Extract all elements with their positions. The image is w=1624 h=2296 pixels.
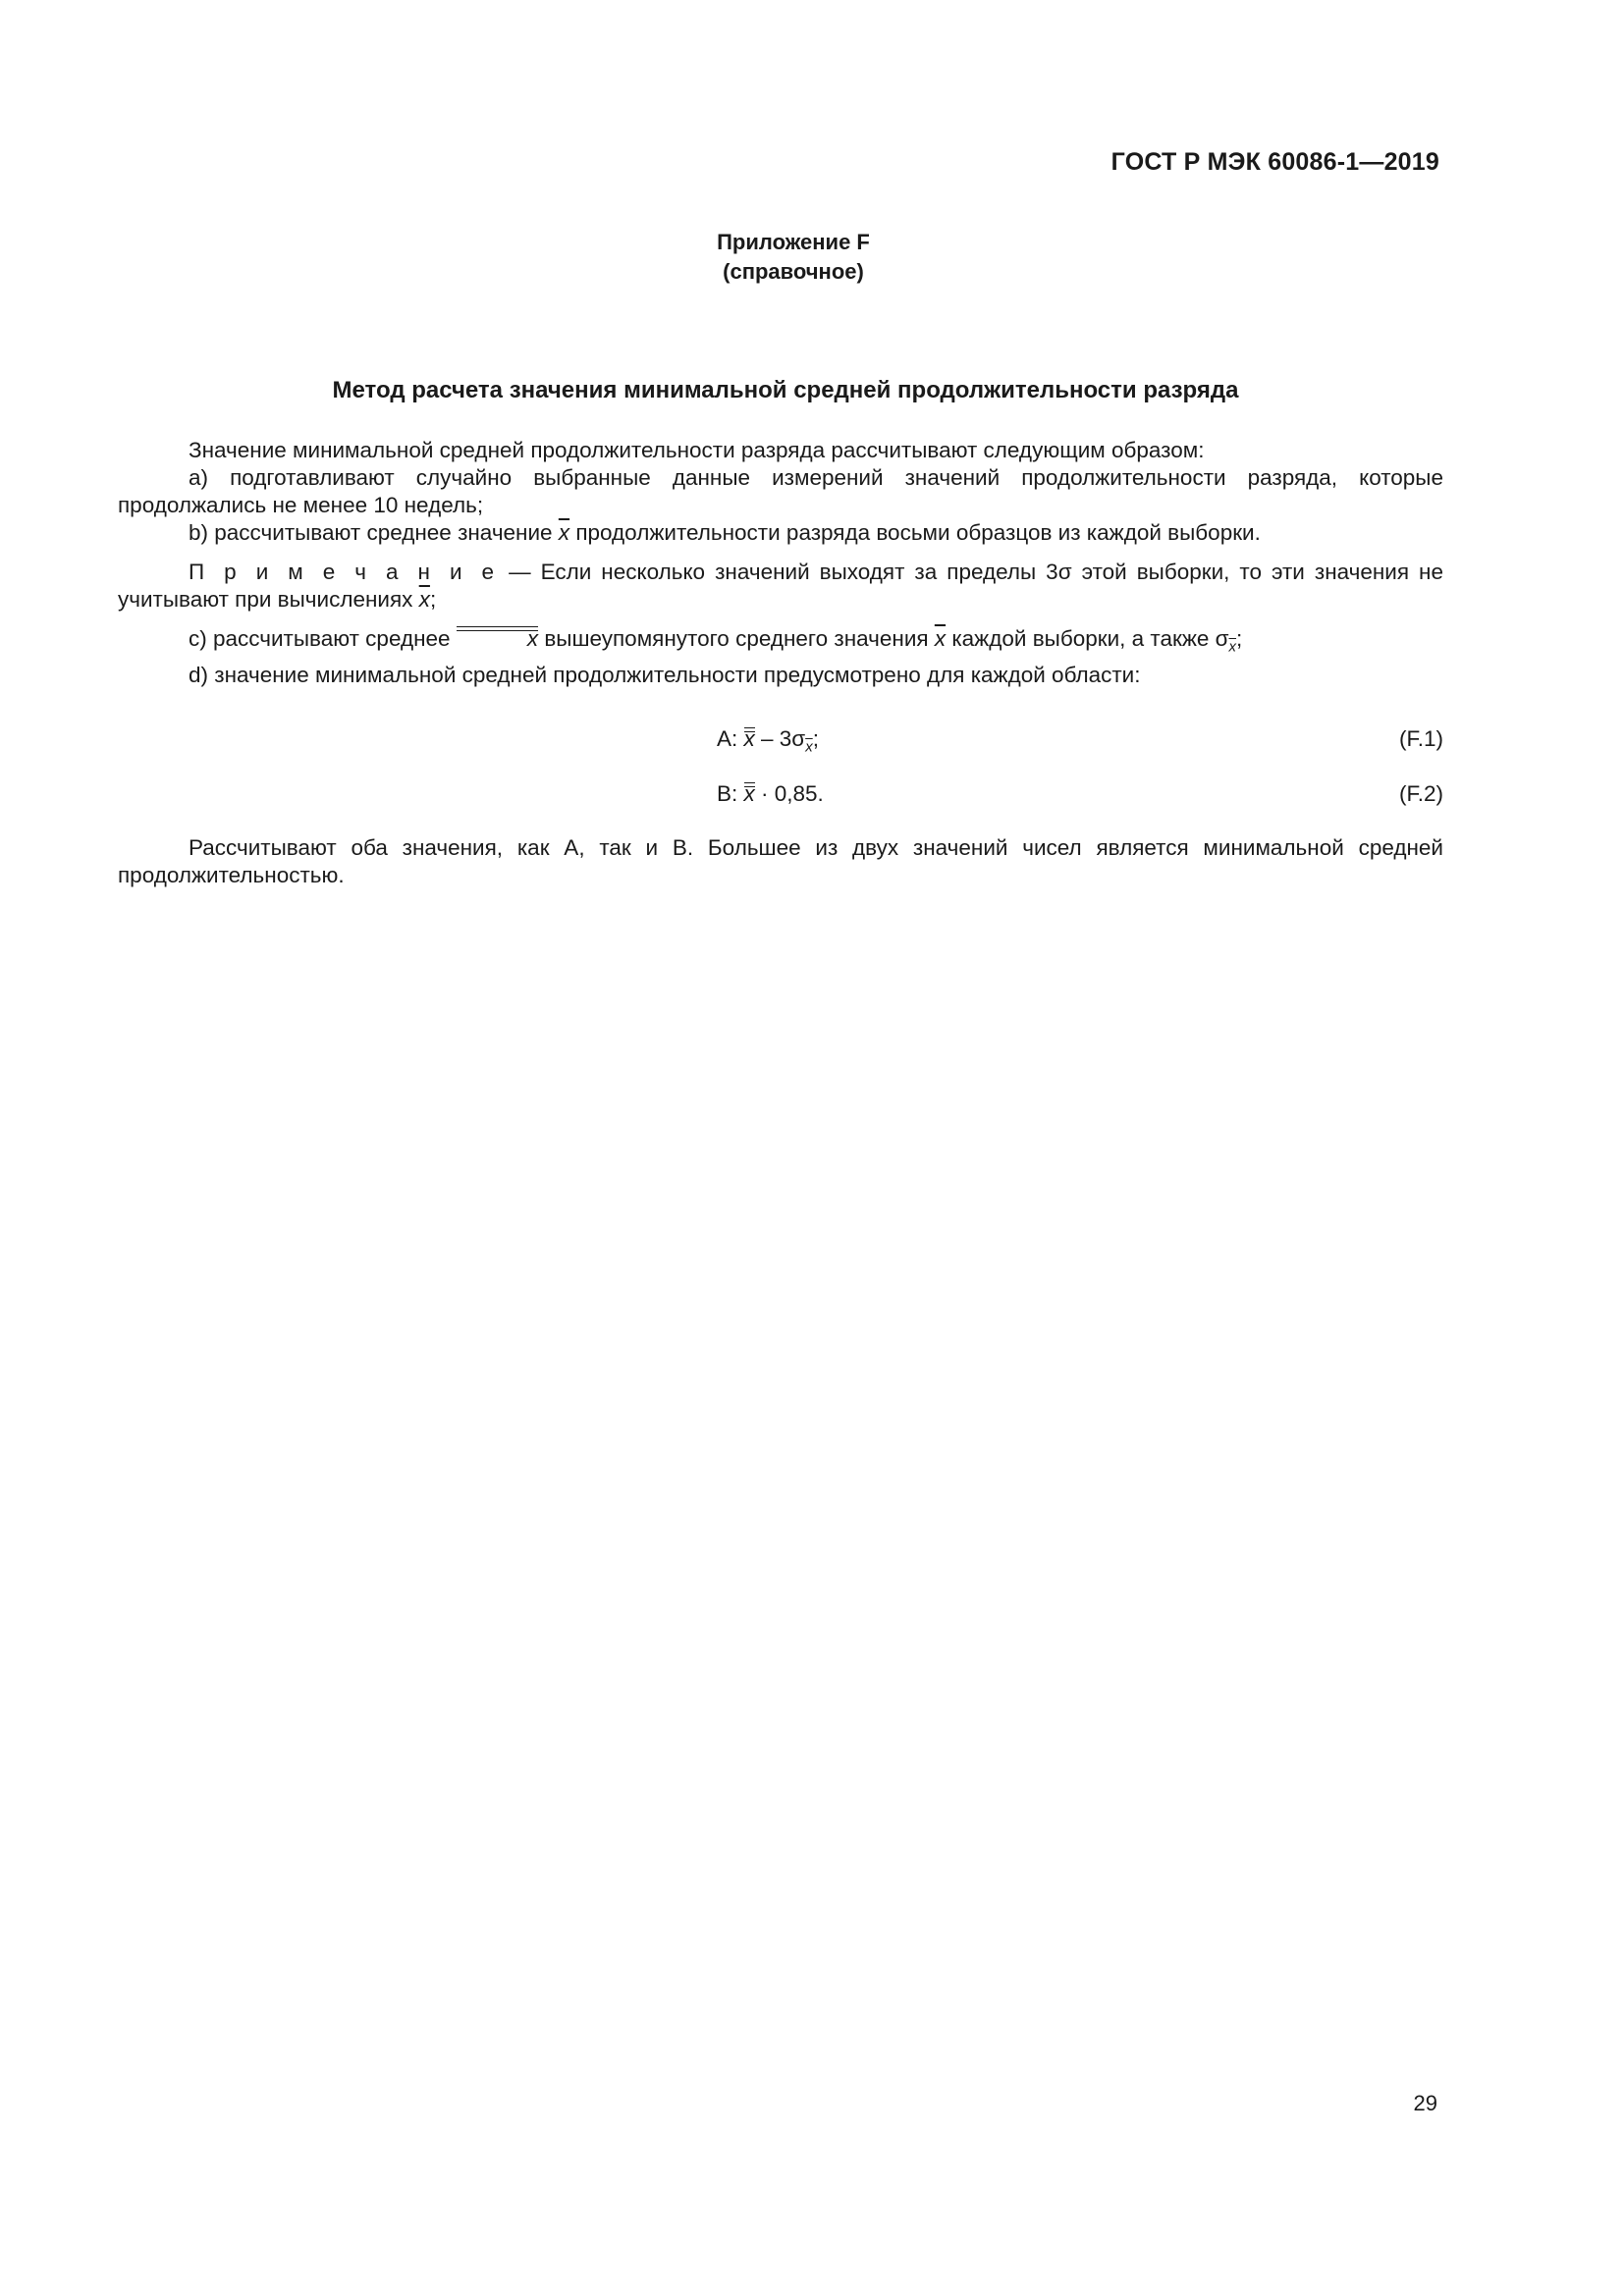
note-label: П р и м е ч а н и е [189,560,500,584]
formula-f1-expression [717,726,819,756]
body-text-block [118,437,1443,689]
section-title: Метод расчета значения минимальной средней продолжительности разряда [332,377,1239,403]
appendix-subtitle: (справочное) [723,259,864,284]
appendix-heading [0,228,1587,287]
conclusion-block [118,834,1443,889]
item-a-paragraph: а) подготавливают случайно выбранные данные измерений значений продолжительности разряда, которые продолжались не менее 10 недель; [118,465,1443,517]
x-mean-symbol: $\overline{x}$ [934,626,947,651]
item-b-text-pre: b) рассчитывают среднее значение [189,520,559,545]
item-b-text-post: продолжительности разряда восьми образцов из каждой выборки. [569,520,1261,545]
formula-f2-prefix: В: [717,781,744,806]
x-grand-mean-symbol: x [743,726,755,751]
item-d-paragraph: d) значение минимальной средней продолжительности предусмотрено для каждой области: [189,662,1141,687]
formula-f1-suffix: ; [812,726,819,751]
note-end: ; [429,587,437,612]
item-c-text-pre: с) рассчитывают среднее [189,626,457,651]
formula-f1 [118,726,1443,758]
note-text: — Если несколько значений выходят за пределы 3σ этой выборки, то эти значения не учитывают при вычислениях [118,560,1443,612]
item-b-paragraph [118,519,1443,547]
formula-f1-number: (F.1) [1399,726,1443,751]
formula-f1-prefix: А: [717,726,744,751]
page-number: 29 [1413,2091,1437,2115]
x-grand-mean-symbol: x [457,625,538,653]
item-c-text-post: каждой выборки, а также σ [946,626,1229,651]
formula-f2-middle: · 0,85. [754,781,824,806]
x-mean-symbol: $\overline{x}$ [418,587,430,612]
x-grand-mean-symbol: x [743,781,755,806]
intro-paragraph: Значение минимальной средней продолжительности разряда рассчитывают следующим образом: [189,438,1205,462]
conclusion-paragraph: Рассчитывают оба значения, как А, так и В. Большее из двух значений чисел является минимальной средней продолжительностью. [118,835,1443,887]
x-mean-symbol: $\overline{x}$ [558,520,570,545]
formula-f2-number: (F.2) [1399,781,1443,806]
x-mean-subscript: x [1228,638,1237,656]
item-c-end: ; [1236,626,1243,651]
formula-f2-expression [717,781,824,807]
item-c-paragraph [118,625,1443,662]
note-paragraph [118,559,1443,614]
formula-f1-middle: – 3σ [754,726,806,751]
item-c-text-mid: вышеупомянутого среднего значения [538,626,935,651]
x-mean-subscript: x [805,738,813,756]
formula-f2 [118,781,1443,813]
standard-code-header: ГОСТ Р МЭК 60086-1—2019 [1110,148,1439,176]
appendix-title: Приложение F [717,230,870,254]
